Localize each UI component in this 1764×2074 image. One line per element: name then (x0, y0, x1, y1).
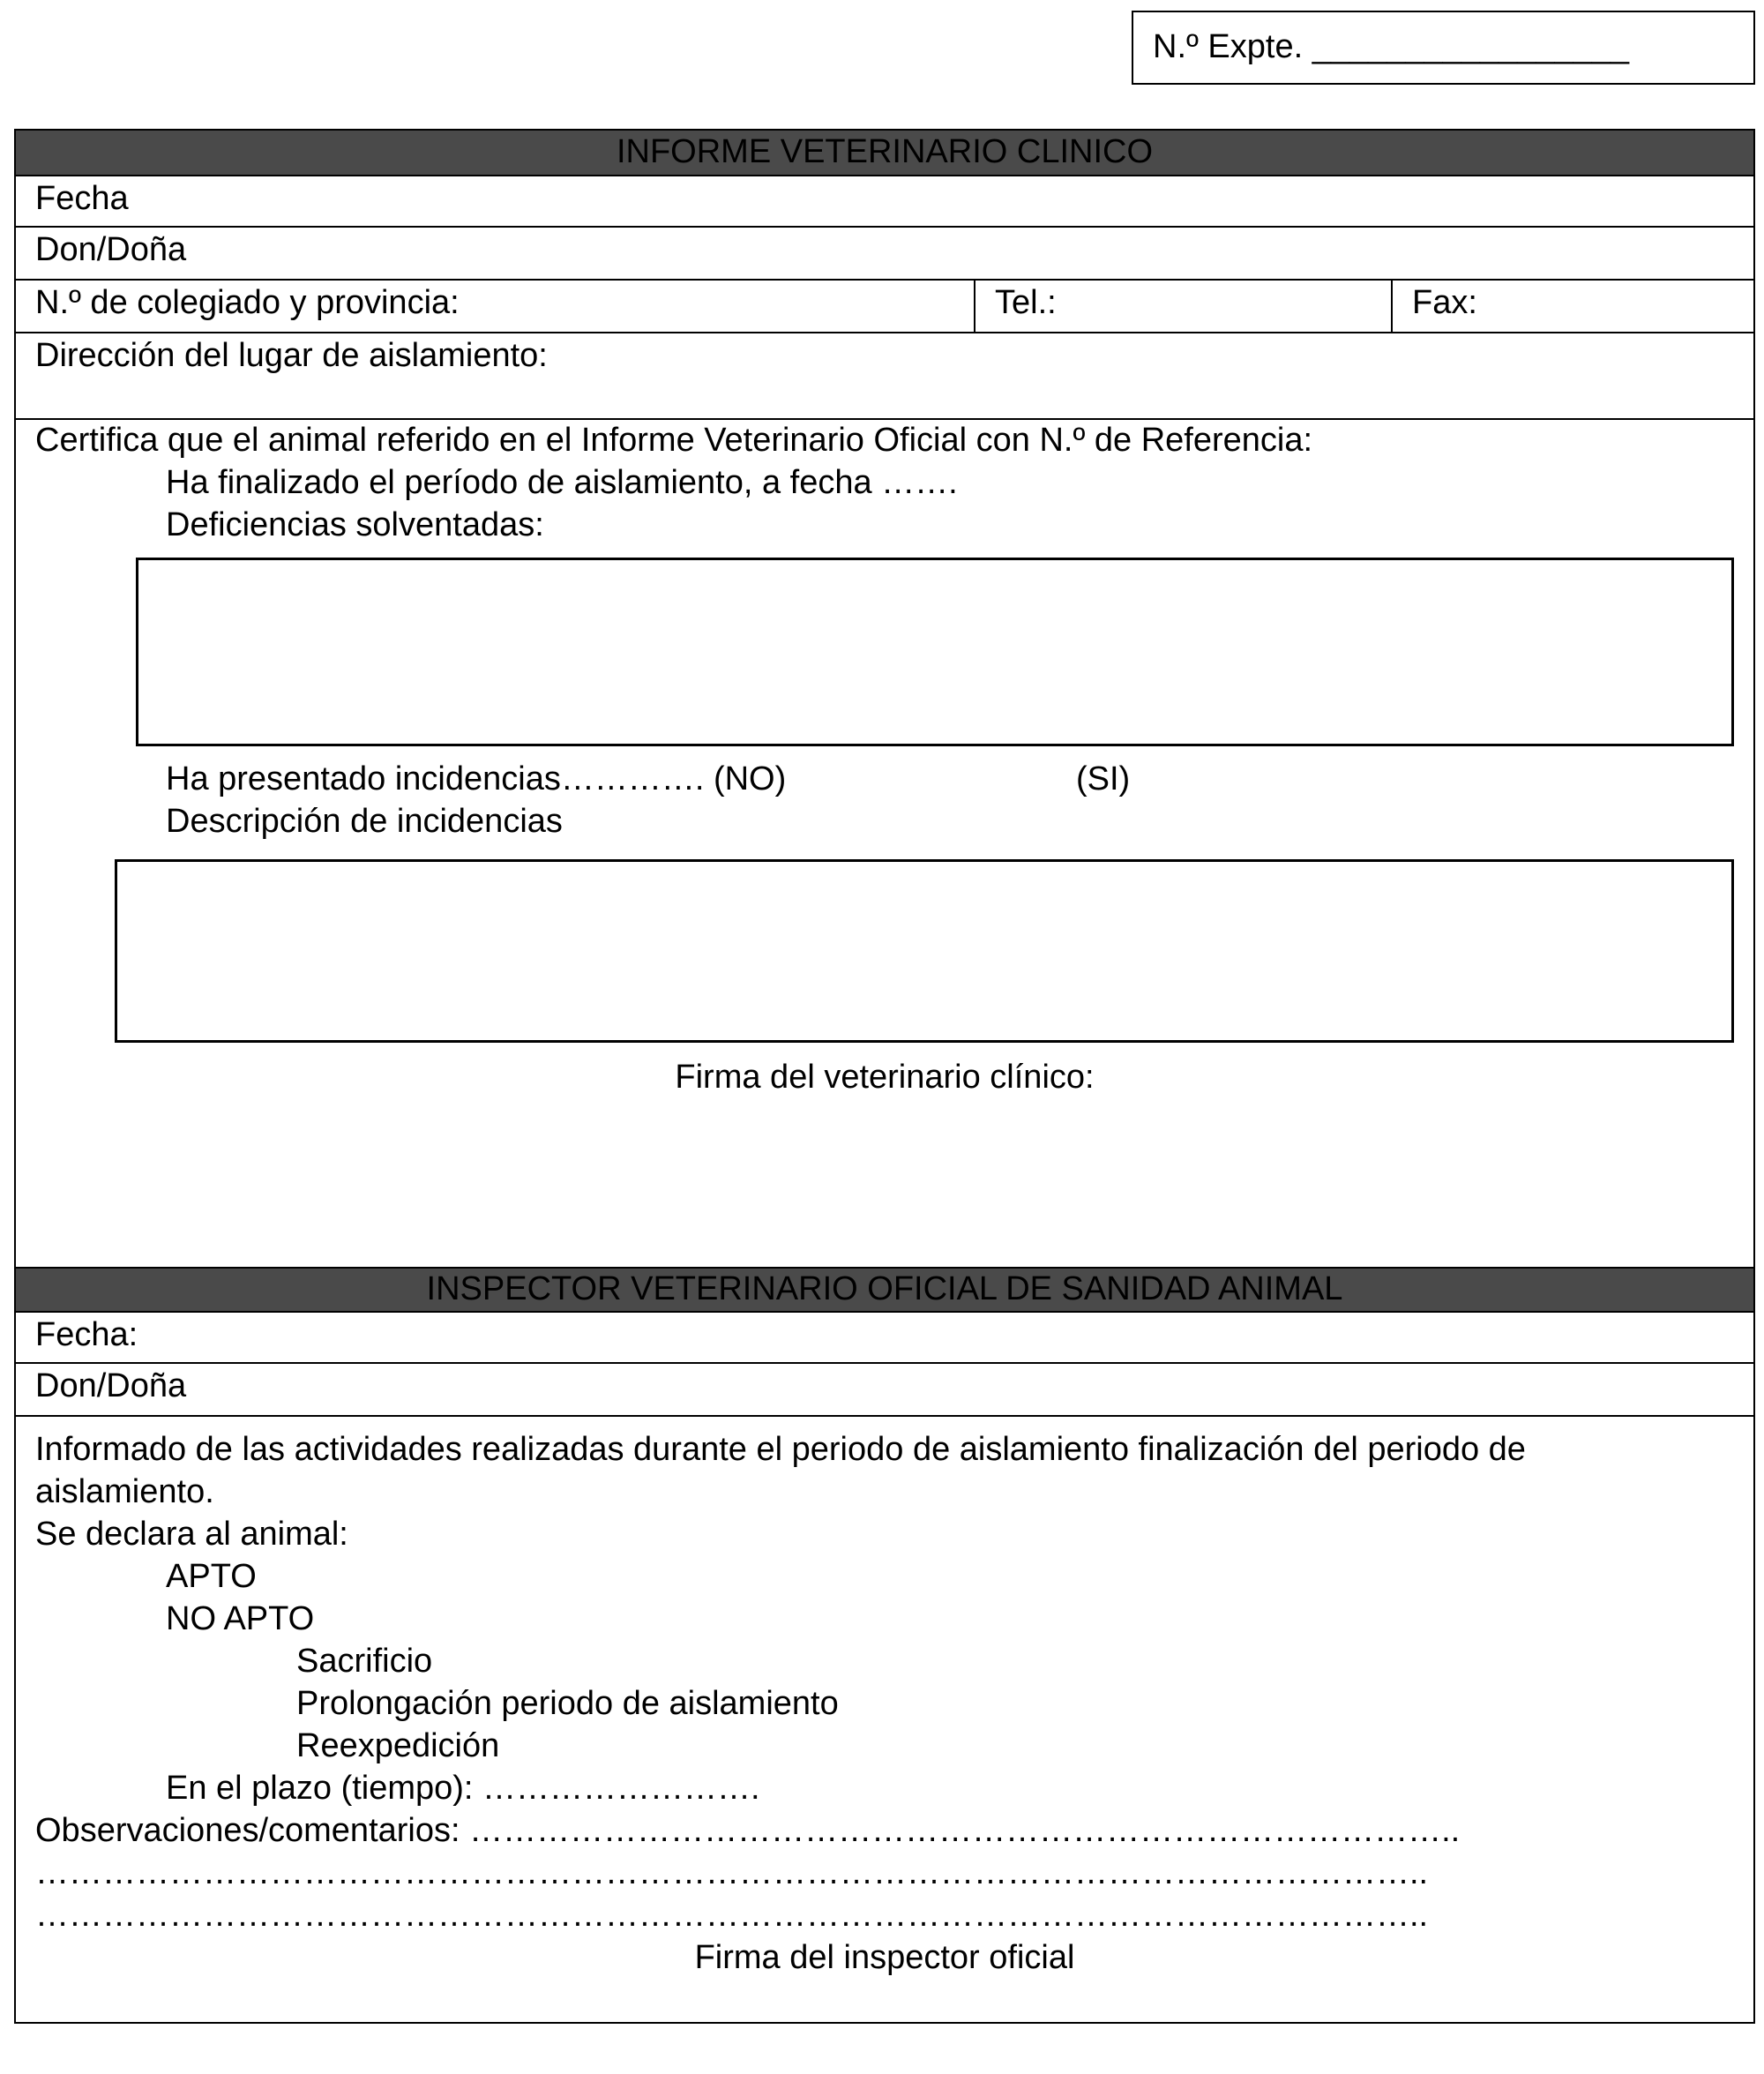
expediente-label: N.º Expte. _________________ (1153, 28, 1629, 66)
firma-clinico-label: Firma del veterinario clínico: (675, 1059, 1095, 1096)
informado-line2: aislamiento. (35, 1473, 214, 1510)
descripcion-box (115, 859, 1734, 1043)
section-title-inspector: INSPECTOR VETERINARIO OFICIAL DE SANIDAD ANIMAL (426, 1270, 1343, 1308)
plazo-text: En el plazo (tiempo): ……………………. (166, 1770, 760, 1807)
expediente-box (1132, 11, 1755, 85)
don-dona-inspector-label: Don/Doña (35, 1367, 187, 1404)
certifica-text: Certifica que el animal referido en el Informe Veterinario Oficial con N.º de Referencia: (35, 422, 1313, 459)
dots-line-1: …………………………………………………………………………………………………………….. (35, 1854, 1429, 1891)
fecha-label: Fecha (35, 180, 129, 217)
incidencias-text: Ha presentado incidencias…………. (NO) (166, 760, 787, 797)
fecha-row (16, 175, 1753, 228)
don-dona-row (16, 228, 1753, 281)
apto-option: APTO (166, 1558, 257, 1595)
fecha-inspector-label: Fecha: (35, 1316, 138, 1353)
fecha-inspector-row (16, 1311, 1753, 1364)
observaciones-text: Observaciones/comentarios: …………………………………………………………………………….. (35, 1812, 1461, 1849)
direccion-row (16, 333, 1753, 420)
form-frame (14, 129, 1755, 2024)
direccion-label: Dirección del lugar de aislamiento: (35, 337, 548, 374)
informado-line1: Informado de las actividades realizadas durante el periodo de aislamiento finalización del periodo de (35, 1431, 1526, 1468)
section-title-clinico: INFORME VETERINARIO CLINICO (616, 133, 1154, 171)
firma-inspector-label: Firma del inspector oficial (694, 1939, 1075, 1976)
finalizado-text: Ha finalizado el período de aislamiento, a fecha ……. (166, 464, 958, 501)
tel-label: Tel.: (995, 284, 1057, 321)
no-apto-option: NO APTO (166, 1600, 315, 1637)
colegiado-row (16, 281, 1753, 333)
reexpedicion-option: Reexpedición (296, 1727, 500, 1764)
colegiado-label: N.º de colegiado y provincia: (35, 284, 460, 321)
don-dona-inspector-row (16, 1364, 1753, 1417)
divider-tel (974, 281, 975, 332)
descripcion-label: Descripción de incidencias (166, 803, 563, 840)
deficiencias-box (136, 558, 1734, 746)
declara-label: Se declara al animal: (35, 1516, 348, 1553)
section-header-clinico (16, 131, 1753, 175)
deficiencias-label: Deficiencias solventadas: (166, 506, 544, 543)
dots-line-2: …………………………………………………………………………………………………………….. (35, 1897, 1429, 1934)
section-header-inspector (16, 1267, 1753, 1311)
divider-fax (1391, 281, 1393, 332)
don-dona-label: Don/Doña (35, 231, 187, 268)
incidencias-si: (SI) (1076, 760, 1131, 797)
prolongacion-option: Prolongación periodo de aislamiento (296, 1685, 839, 1722)
fax-label: Fax: (1412, 284, 1477, 321)
sacrificio-option: Sacrificio (296, 1643, 433, 1680)
